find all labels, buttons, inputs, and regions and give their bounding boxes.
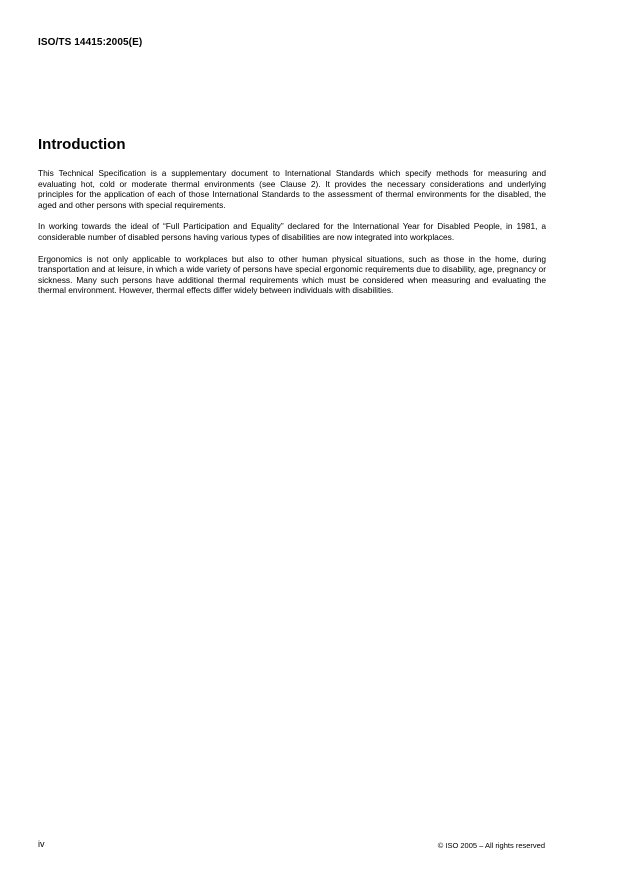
document-id: ISO/TS 14415:2005(E) [38,37,143,48]
section-title: Introduction [38,136,126,153]
body-text [38,168,546,307]
page-number: iv [38,839,45,849]
copyright-notice: © ISO 2005 – All rights reserved [437,841,545,850]
paragraph-3: Ergonomics is not only applicable to workplaces but also to other human physical situations, such as those in the home, during transportation and at leisure, in which a wide variety of persons have special ergonomic requirements due to disability, age, pregnancy or sickness. Many such persons have additional thermal requirements which must be considered when measuring and evaluating the thermal environment. However, thermal effects differ widely between individuals with disabilities. [38,253,546,296]
paragraph-1: This Technical Specification is a supplementary document to International Standards which specify methods for measuring and evaluating hot, cold or moderate thermal environments (see Clause 2). It provides the necessary considerations and underlying principles for the application of each of those International Standards to the assessment of thermal environments for the disabled, the aged and other persons with special requirements. [38,168,546,210]
paragraph-2: In working towards the ideal of “Full Participation and Equality” declared for the International Year for Disabled People, in 1981, a considerable number of disabled persons having various types of disabilities are now integrated into workplaces. [38,221,546,242]
